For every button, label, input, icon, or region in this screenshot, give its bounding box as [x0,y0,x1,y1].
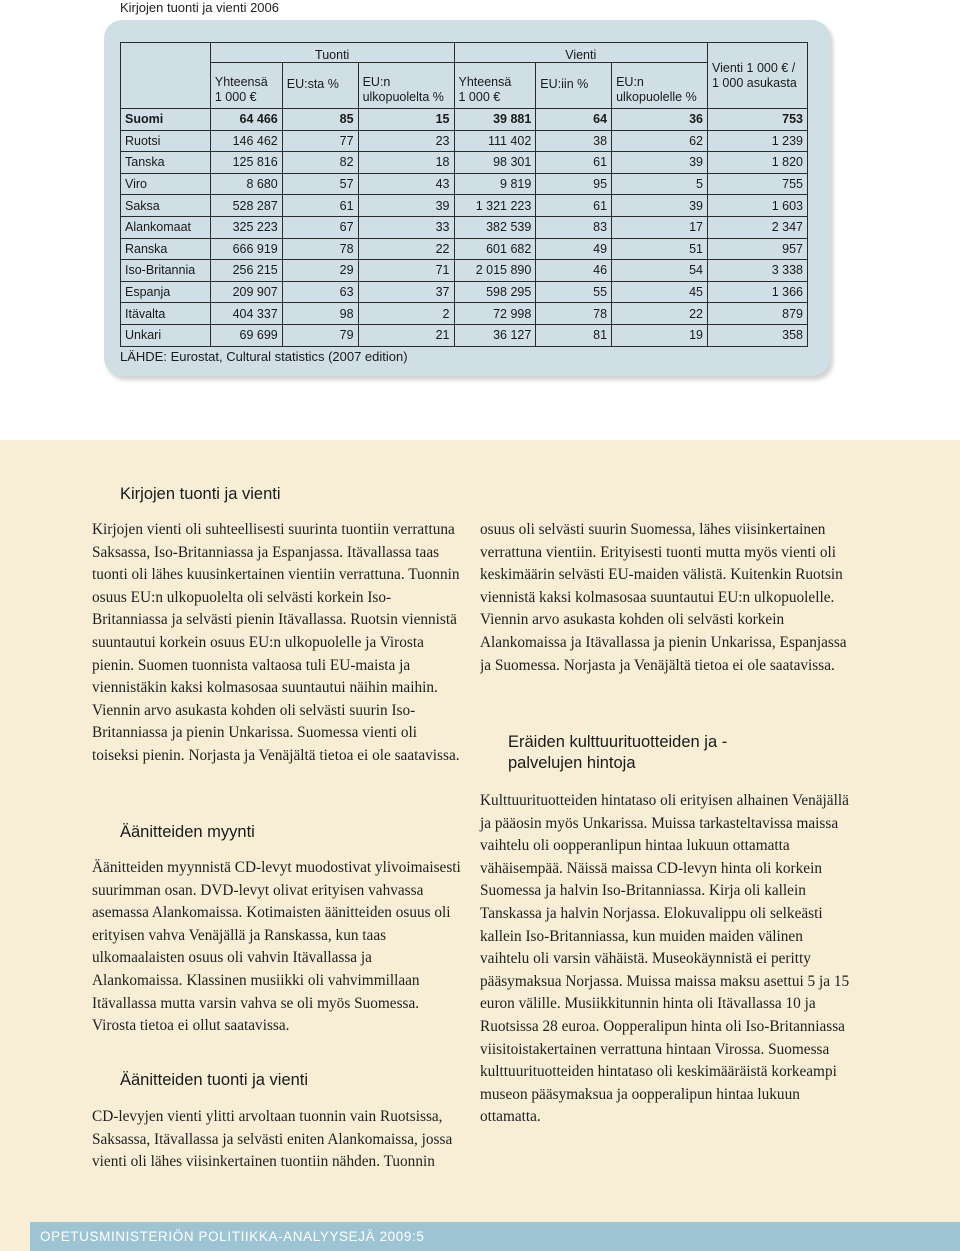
sales-heading: Äänitteiden myynti [120,823,255,841]
sales-text: Äänitteiden myynnistä CD-levyt muodostivat ylivoimaisesti suurimman osan. DVD-levyt olivat erityisen vahvassa asemassa Alankomaissa. Kotimaisten äänitteiden osuus oli erityisen vahva Venäjällä ja Ranskassa, kun taas ulkomaalaisten osuus oli vahvin Itävallassa ja Alankomaissa. Klassinen musiikki oli vahvimmillaan Itävallassa mutta varsin vahva se oli myös Suomessa. Virosta tietoa ei ollut saatavissa. [92,859,461,1035]
value-cell: 63 [282,281,358,303]
value-cell: 528 287 [210,195,282,217]
value-cell: 61 [282,195,358,217]
country-cell: Viro [121,173,211,195]
table-row [121,195,808,217]
export-eu-header: EU:iin % [536,63,612,109]
country-cell: Suomi [121,109,211,131]
value-cell: 146 462 [210,130,282,152]
value-cell: 753 [708,109,808,131]
value-cell: 125 816 [210,152,282,174]
value-cell: 19 [612,324,708,346]
value-cell: 8 680 [210,173,282,195]
value-cell: 78 [536,303,612,325]
recordings-text-part2 [480,519,850,701]
table-row [121,216,808,238]
value-cell: 404 337 [210,303,282,325]
value-cell: 46 [536,260,612,282]
value-cell: 598 295 [454,281,536,303]
value-cell: 51 [612,238,708,260]
country-cell: Saksa [121,195,211,217]
value-cell: 95 [536,173,612,195]
recordings-text: CD-levyjen vienti ylitti arvoltaan tuonnin vain Ruotsissa, Saksassa, Itävallassa ja selvästi eniten Alankomaissa, jossa vienti oli lähes viisinkertainen tuontiin nähden. Tuonnin [92,1108,453,1171]
value-cell: 98 301 [454,152,536,174]
value-cell: 98 [282,303,358,325]
value-cell: 2 347 [708,216,808,238]
value-cell: 57 [282,173,358,195]
value-cell: 43 [358,173,454,195]
country-cell: Tanska [121,152,211,174]
per-capita-header [708,43,808,109]
value-cell: 29 [282,260,358,282]
value-cell: 358 [708,324,808,346]
value-cell: 67 [282,216,358,238]
import-eu-header: EU:sta % [282,63,358,109]
import-group-header: Tuonti [210,43,454,63]
value-cell: 1 321 223 [454,195,536,217]
value-cell: 61 [536,195,612,217]
per-capita-header-text: Vienti 1 000 € / 1 000 asukasta [712,60,797,90]
value-cell: 82 [282,152,358,174]
recordings-heading: Äänitteiden tuonti ja vienti [120,1071,309,1089]
value-cell: 22 [612,303,708,325]
import-non-eu-header [358,63,454,109]
value-cell: 64 [536,109,612,131]
export-group-header: Vienti [454,43,708,63]
value-cell: 382 539 [454,216,536,238]
export-non-eu-header [612,63,708,109]
value-cell: 1 603 [708,195,808,217]
value-cell: 17 [612,216,708,238]
country-cell: Unkari [121,324,211,346]
value-cell: 601 682 [454,238,536,260]
value-cell: 71 [358,260,454,282]
value-cell: 85 [282,109,358,131]
recordings-text-continued: osuus oli selvästi suurin Suomessa, lähes viisinkertainen verrattuna vientiin. Erityisesti tuonti mutta myös vienti oli keskimäärin selvästi EU-maiden välistä. Kuitenkin Ruotsin viennistä kaksi kolmasosaa suuntautui EU:n ulkopuolelle. Viennin arvo asukasta kohden oli selvästi korkein Alankomaissa ja Itävallassa ja pienin Unkarissa, Espanjassa ja Suomessa. Norjasta ja Venäjältä tietoa ei ole saatavissa. [480,520,847,674]
table-body [121,109,808,347]
value-cell: 69 699 [210,324,282,346]
table-row [121,109,808,131]
value-cell: 62 [612,130,708,152]
value-cell: 54 [612,260,708,282]
table-row [121,324,808,346]
table-row [121,281,808,303]
value-cell: 64 466 [210,109,282,131]
import-non-eu-header-text: EU:n ulkopuolelta % [362,75,444,104]
country-cell: Ruotsi [121,130,211,152]
page-title: Kirjojen tuonti ja vienti 2006 [120,0,279,15]
value-cell: 2 015 890 [454,260,536,282]
trade-table [120,42,808,347]
country-cell: Espanja [121,281,211,303]
value-cell: 3 338 [708,260,808,282]
import-total-header-text: Yhteensä 1 000 € [214,75,268,104]
value-cell: 957 [708,238,808,260]
value-cell: 61 [536,152,612,174]
value-cell: 879 [708,303,808,325]
value-cell: 256 215 [210,260,282,282]
value-cell: 78 [282,238,358,260]
value-cell: 79 [282,324,358,346]
value-cell: 72 998 [454,303,536,325]
value-cell: 9 819 [454,173,536,195]
table-row [121,130,808,152]
table-row [121,260,808,282]
value-cell: 666 919 [210,238,282,260]
country-cell: Alankomaat [121,216,211,238]
value-cell: 39 [612,195,708,217]
value-cell: 755 [708,173,808,195]
value-cell: 15 [358,109,454,131]
value-cell: 33 [358,216,454,238]
footer-bar [30,1222,960,1251]
country-cell: Iso-Britannia [121,260,211,282]
value-cell: 209 907 [210,281,282,303]
value-cell: 21 [358,324,454,346]
country-header [121,43,211,109]
table-row [121,303,808,325]
export-non-eu-header-text: EU:n ulkopuolelle % [616,75,697,104]
value-cell: 37 [358,281,454,303]
import-total-header [210,63,282,109]
value-cell: 77 [282,130,358,152]
export-total-header-text: Yhteensä 1 000 € [458,75,512,104]
value-cell: 39 881 [454,109,536,131]
value-cell: 5 [612,173,708,195]
value-cell: 18 [358,152,454,174]
value-cell: 55 [536,281,612,303]
value-cell: 22 [358,238,454,260]
value-cell: 1 239 [708,130,808,152]
value-cell: 1 820 [708,152,808,174]
value-cell: 49 [536,238,612,260]
export-total-header [454,63,536,109]
value-cell: 111 402 [454,130,536,152]
value-cell: 39 [358,195,454,217]
footer-text: OPETUSMINISTERIÖN POLITIIKKA-ANALYYSEJÄ 2009:5 [40,1229,425,1244]
recordings-text-part1 [92,1106,462,1174]
books-text: Kirjojen vienti oli suhteellisesti suurinta tuontiin verrattuna Saksassa, Iso-Britanniassa ja Espanjassa. Itävallassa taas tuonti oli lähes kuusinkertainen vientiin verrattuna. Tuonnin osuus EU:n ulkopuolelta oli selvästi korkein Iso-Britanniassa ja selvästi pienin Itävallassa. Ruotsin viennistä suuntautui korkein osuus EU:n ulkopuolelle ja Virosta pienin. Suomen tuonnista valtaosa tuli EU-maista ja viennistäkin kaksi kolmasosaa suuntautui näihin maihin. Viennin arvo asukasta kohden oli selvästi suurin Iso-Britanniassa ja pienin Unkarissa. Suomessa vienti oli toiseksi pienin. Norjasta ja Venäjältä tietoa ei ole saatavissa. [92,521,460,764]
table-row [121,173,808,195]
value-cell: 81 [536,324,612,346]
table-source: LÄHDE: Eurostat, Cultural statistics (2007 edition) [120,349,408,364]
country-cell: Itävalta [121,303,211,325]
value-cell: 38 [536,130,612,152]
books-heading: Kirjojen tuonti ja vienti [120,485,281,503]
value-cell: 1 366 [708,281,808,303]
value-cell: 325 223 [210,216,282,238]
country-cell: Ranska [121,238,211,260]
table-row [121,152,808,174]
value-cell: 39 [612,152,708,174]
prices-heading: Eräiden kulttuurituotteiden ja -palvelujen hintoja [508,733,728,772]
value-cell: 23 [358,130,454,152]
value-cell: 83 [536,216,612,238]
value-cell: 36 127 [454,324,536,346]
value-cell: 45 [612,281,708,303]
value-cell: 2 [358,303,454,325]
table-row [121,238,808,260]
value-cell: 36 [612,109,708,131]
prices-text: Kulttuurituotteiden hintataso oli erityisen alhainen Venäjällä ja pääosin myös Unkarissa. Muissa tarkasteltavissa maissa vaihtelu oli oopperanlipun hintaa lukuun ottamatta vähäisempää. Näissä maissa CD-levyn hinta oli korkein Suomessa ja halvin Iso-Britanniassa. Kirja oli kallein Tanskassa ja halvin Norjassa. Elokuvalippu oli selkeästi kallein Iso-Britanniassa, kun muiden maiden välinen vaihtelu oli varsin vähäistä. Museokäynnistä ei peritty pääsymaksua Norjassa. Muissa maissa maksu asettui 5 ja 15 euron välille. Musiikkitunnin hinta oli Itävallassa 10 ja Ruotsissa 28 euroa. Oopperalipun hinta oli Iso-Britanniassa viisitoistakertainen verrattuna hintaan Virossa. Suomessa kulttuurituotteiden hintataso oli keskimääräistä korkeampi museon pääsymaksua ja oopperalipun hintaa lukuun ottamatta. [480,792,850,1126]
